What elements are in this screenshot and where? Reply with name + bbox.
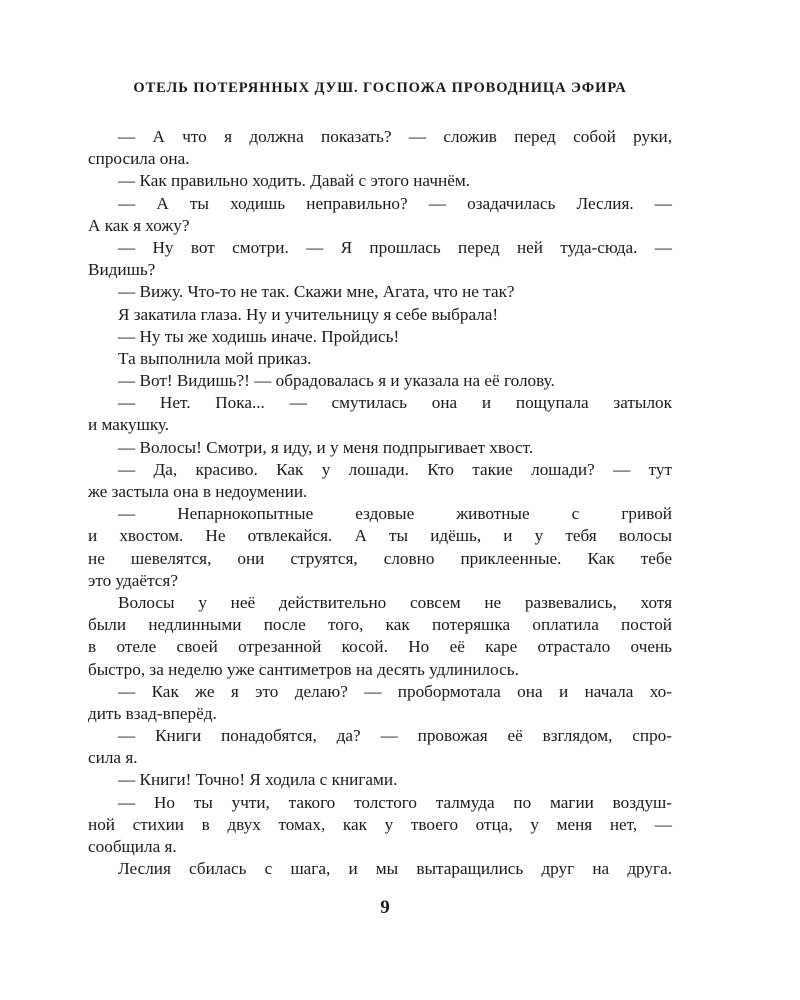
text-line: же застыла она в недоумении.: [88, 482, 308, 501]
text-line: Видишь?: [88, 260, 156, 280]
text-line: дить взад-вперёд.: [88, 703, 217, 723]
text-line: — Вот! Видишь?! — обрадовалась я и указала на её голову.: [118, 371, 555, 391]
text-line: — А что я должна показать? — сложив перед собой руки,: [118, 127, 672, 146]
text-line: — Вижу. Что-то не так. Скажи мне, Агата, что не так?: [118, 282, 515, 302]
text-line: — Но ты учти, такого толстого талмуда по магии воздуш-: [118, 792, 672, 812]
text-line: — Как же я это делаю? — пробормотала она и начала хо-: [118, 681, 672, 701]
body-text: [88, 126, 672, 880]
text-line: в отеле своей отрезанной косой. Но её каре отрастало очень: [88, 637, 672, 657]
text-line: быстро, за неделю уже сантиметров на десять удлинилось.: [88, 659, 519, 679]
text-line: — Как правильно ходить. Давай с этого начнём.: [118, 171, 470, 191]
text-line: — Да, красиво. Как у лошади. Кто такие лошади? — тут: [118, 459, 672, 479]
text-line: — Непарнокопытные ездовые животные с гривой: [118, 504, 672, 524]
text-line: были недлинными после того, как потеряшка оплатила постой: [88, 615, 672, 635]
text-line: Волосы у неё действительно совсем не развевались, хотя: [118, 592, 672, 612]
text-line: сообщила я.: [88, 837, 177, 856]
text-line: и макушку.: [88, 415, 170, 435]
text-line: — Книги понадобятся, да? — провожая её взглядом, спро-: [118, 726, 672, 746]
text-line: — А ты ходишь неправильно? — озадачилась Леслия. —: [118, 193, 672, 213]
text-line: и хвостом. Не отвлекайся. А ты идёшь, и у тебя волосы: [88, 526, 672, 546]
text-line: Леслия сбилась с шага, и мы вытаращились друг на друга.: [118, 859, 672, 879]
text-line: Та выполнила мой приказ.: [118, 348, 312, 368]
running-header-title: ОТЕЛЬ ПОТЕРЯННЫХ ДУШ. ГОСПОЖА ПРОВОДНИЦА ЭФИРА: [133, 80, 627, 96]
text-line: это удаётся?: [88, 570, 178, 590]
text-line: ной стихии в двух томах, как у твоего отца, у меня нет, —: [88, 814, 672, 834]
text-line: Я закатила глаза. Ну и учительницу я себе выбрала!: [118, 304, 499, 324]
text-line: сила я.: [88, 748, 138, 768]
page-number: 9: [380, 897, 390, 918]
text-line: не шевелятся, они струятся, словно приклеенные. Как тебе: [88, 548, 672, 568]
text-line: — Нет. Пока... — смутилась она и пощупала затылок: [118, 393, 672, 413]
text-line: — Книги! Точно! Я ходила с книгами.: [118, 770, 398, 790]
text-line: спросила она.: [88, 149, 190, 169]
text-line: А как я хожу?: [88, 215, 190, 235]
text-line: — Ну вот смотри. — Я прошлась перед ней туда-сюда. —: [118, 237, 672, 257]
text-line: — Волосы! Смотри, я иду, и у меня подпрыгивает хвост.: [118, 437, 534, 457]
text-line: — Ну ты же ходишь иначе. Пройдись!: [118, 326, 400, 346]
